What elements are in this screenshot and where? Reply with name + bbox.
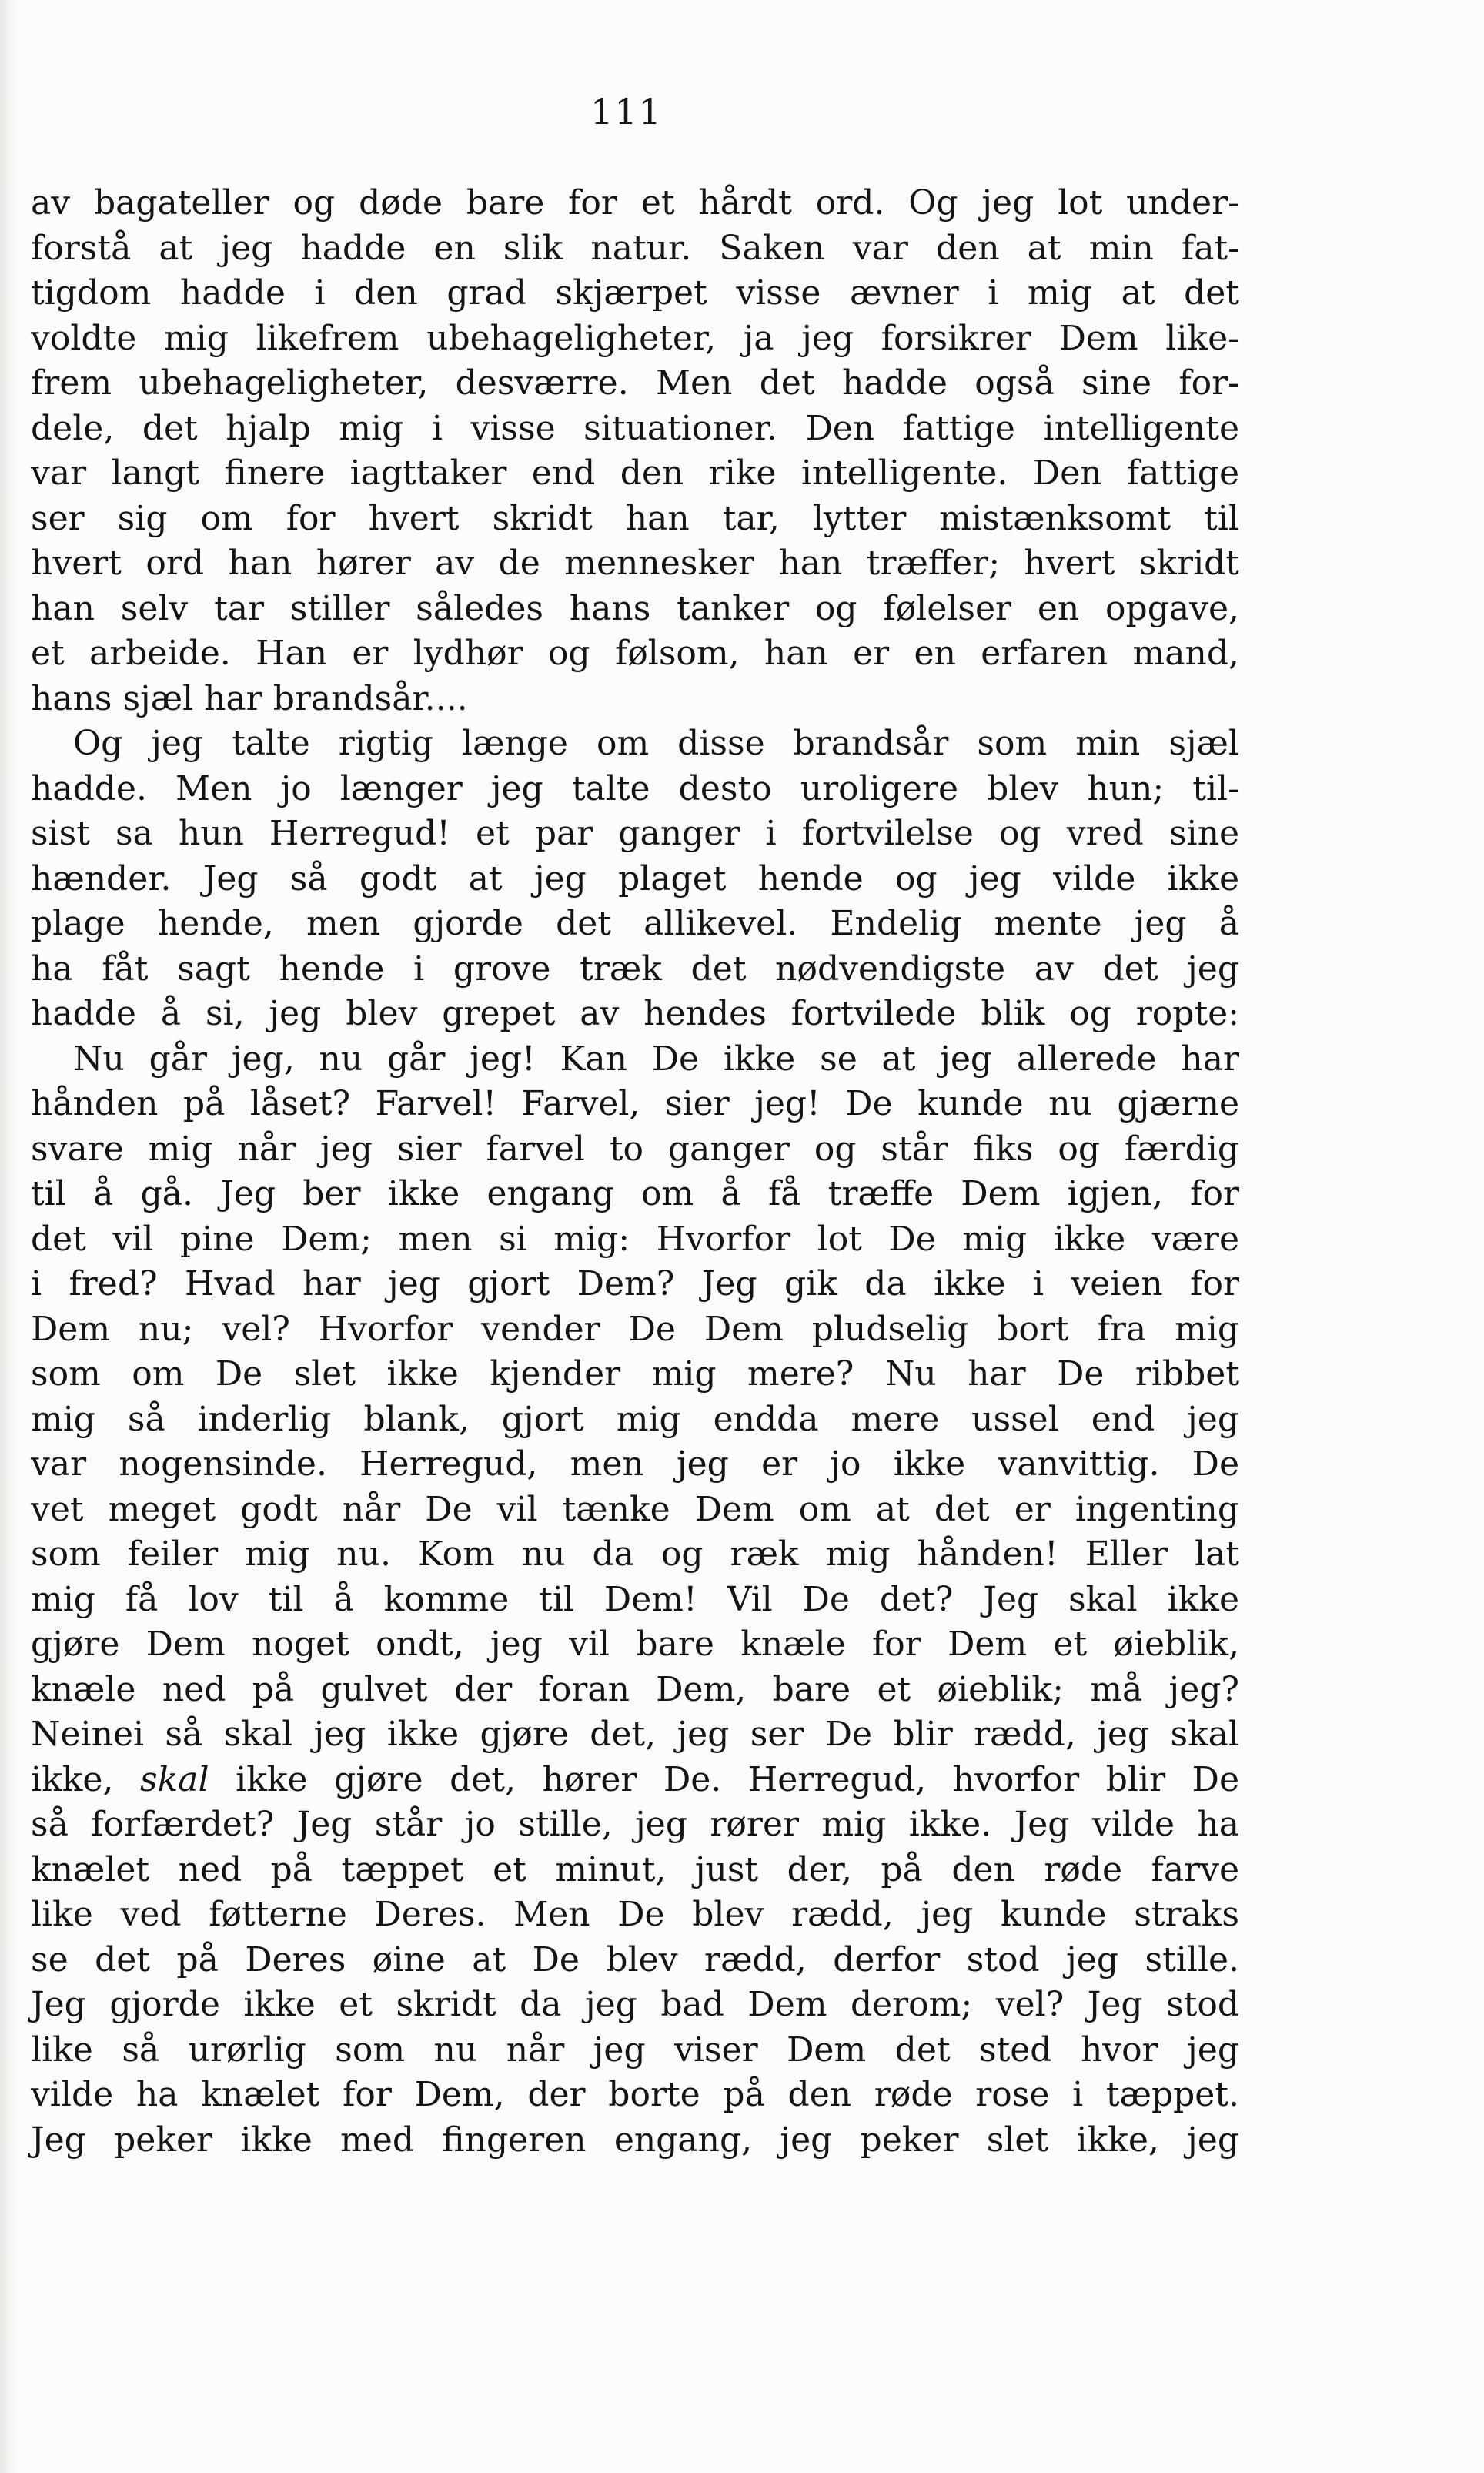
- text-line: Neinei så skal jeg ikke gjøre det, jeg ser De blir rædd, jeg skal: [31, 1715, 1239, 1754]
- text-line: forstå at jeg hadde en slik natur. Saken var den at min fat-: [31, 228, 1239, 268]
- text-line: knælet ned på tæppet et minut, just der, på den røde farve: [31, 1849, 1239, 1889]
- text-line: som feiler mig nu. Kom nu da og ræk mig hånden! Eller lat: [31, 1534, 1239, 1574]
- text-line: knæle ned på gulvet der foran Dem, bare et øieblik; må jeg?: [31, 1669, 1239, 1709]
- text-line: svare mig når jeg sier farvel to ganger og står fiks og færdig: [31, 1129, 1239, 1169]
- text-line: hadde. Men jo længer jeg talte desto uroligere blev hun; til-: [31, 768, 1239, 808]
- page-binding-shadow: [0, 0, 17, 2473]
- emphasized-word: skal: [140, 1759, 209, 1799]
- text-line: et arbeide. Han er lydhør og følsom, han er en erfaren mand,: [31, 634, 1239, 673]
- text-line: se det på Deres øine at De blev rædd, derfor stod jeg stille.: [31, 1939, 1239, 1979]
- text-line: frem ubehageligheter, desværre. Men det hadde også sine for-: [31, 363, 1239, 403]
- text-line: til å gå. Jeg ber ikke engang om å få træffe Dem igjen, for: [31, 1174, 1239, 1213]
- body-text: [31, 181, 1239, 2163]
- text-line: Jeg gjorde ikke et skridt da jeg bad Dem derom; vel? Jeg stod: [31, 1985, 1239, 2024]
- text-line: var langt finere iagttaker end den rike intelligente. Den fattige: [31, 453, 1239, 493]
- text-line: Og jeg talte rigtig længe om disse brandsår som min sjæl: [73, 724, 1239, 763]
- text-line: Nu går jeg, nu går jeg! Kan De ikke se at jeg allerede har: [73, 1039, 1239, 1079]
- text-line: han selv tar stiller således hans tanker og følelser en opgave,: [31, 588, 1239, 628]
- text-line: tigdom hadde i den grad skjærpet visse ævner i mig at det: [31, 273, 1239, 313]
- line-text-before: ikke,: [31, 1759, 140, 1799]
- text-line: hånden på låset? Farvel! Farvel, sier jeg! De kunde nu gjærne: [31, 1084, 1239, 1123]
- page-number: 111: [590, 91, 663, 132]
- text-line: hænder. Jeg så godt at jeg plaget hende og jeg vilde ikke: [31, 858, 1239, 899]
- text-line: Jeg peker ikke med fingeren engang, jeg peker slet ikke, jeg: [31, 2120, 1239, 2160]
- text-line: sist sa hun Herregud! et par ganger i fortvilelse og vred sine: [31, 814, 1239, 853]
- text-line: det vil pine Dem; men si mig: Hvorfor lot De mig ikke være: [31, 1219, 1239, 1259]
- text-line: vilde ha knælet for Dem, der borte på den røde rose i tæppet.: [31, 2075, 1239, 2114]
- text-line: like ved føtterne Deres. Men De blev rædd, jeg kunde straks: [31, 1895, 1239, 1934]
- text-line: hvert ord han hører av de mennesker han træffer; hvert skridt: [31, 544, 1239, 583]
- text-line: vet meget godt når De vil tænke Dem om at det er ingenting: [31, 1489, 1239, 1529]
- text-line: hadde å si, jeg blev grepet av hendes fortvilede blik og ropte:: [31, 994, 1239, 1033]
- text-line: voldte mig likefrem ubehageligheter, ja jeg forsikrer Dem like-: [31, 318, 1239, 358]
- text-line: ha fåt sagt hende i grove træk det nødvendigste av det jeg: [31, 949, 1239, 989]
- text-line: av bagateller og døde bare for et hårdt ord. Og jeg lot under-: [31, 183, 1239, 223]
- text-line: i fred? Hvad har jeg gjort Dem? Jeg gik da ikke i veien for: [31, 1264, 1239, 1303]
- text-line: plage hende, men gjorde det allikevel. Endelig mente jeg å: [31, 904, 1239, 943]
- text-line: var nogensinde. Herregud, men jeg er jo ikke vanvittig. De: [31, 1444, 1239, 1484]
- text-line: Dem nu; vel? Hvorfor vender De Dem pludselig bort fra mig: [31, 1309, 1239, 1349]
- text-line: så forfærdet? Jeg står jo stille, jeg rører mig ikke. Jeg vilde ha: [31, 1805, 1239, 1844]
- text-line: dele, det hjalp mig i visse situationer. Den fattige intelligente: [31, 408, 1239, 448]
- line-text-after: ikke gjøre det, hører De. Herregud, hvorfor blir De: [209, 1759, 1239, 1799]
- text-line: like så urørlig som nu når jeg viser Dem det sted hvor jeg: [31, 2030, 1239, 2070]
- text-line-with-emphasis: [31, 1758, 1239, 1803]
- text-line: hans sjæl har brandsår....: [31, 678, 468, 718]
- text-line: gjøre Dem noget ondt, jeg vil bare knæle for Dem et øieblik,: [31, 1625, 1239, 1664]
- text-line: som om De slet ikke kjender mig mere? Nu har De ribbet: [31, 1354, 1239, 1394]
- text-line: mig så inderlig blank, gjort mig endda mere ussel end jeg: [31, 1399, 1239, 1439]
- text-line: mig få lov til å komme til Dem! Vil De det? Jeg skal ikke: [31, 1579, 1239, 1619]
- text-line: ser sig om for hvert skridt han tar, lytter mistænksomt til: [31, 498, 1239, 538]
